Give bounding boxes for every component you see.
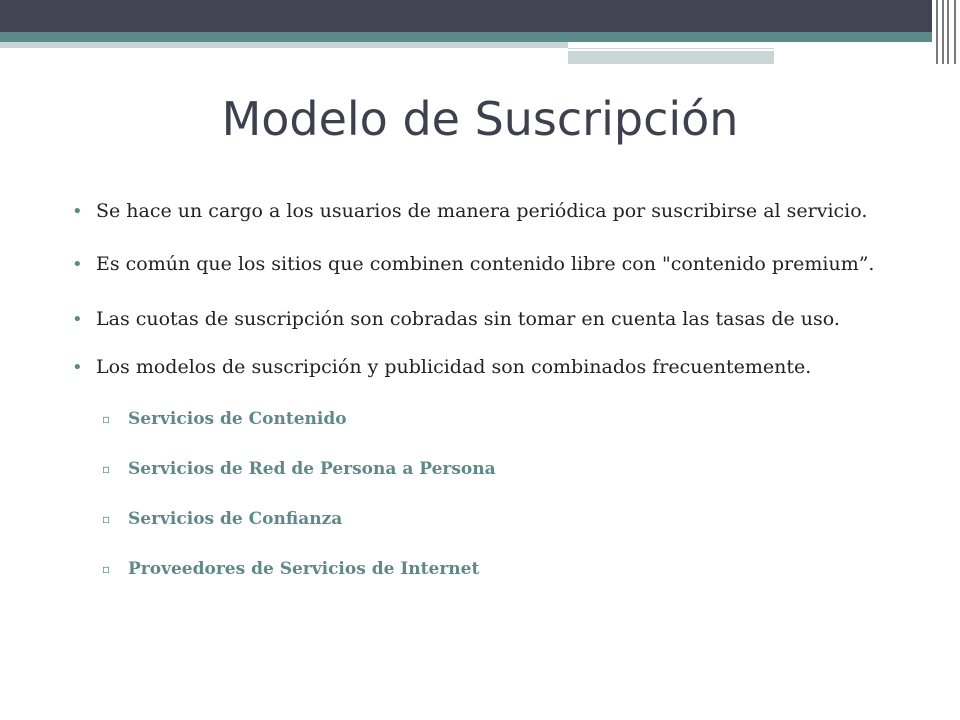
square-bullet-icon: ▫ (102, 462, 111, 476)
square-bullet-icon: ▫ (102, 412, 111, 426)
bullet-dot-icon: • (72, 357, 83, 378)
sub-bullet-item (72, 408, 904, 430)
header-right-stripes (932, 0, 960, 64)
bullet-dot-icon: • (72, 309, 83, 330)
bullet-item (72, 308, 904, 331)
header-white-line (568, 49, 888, 51)
sub-bullet-text: Proveedores de Servicios de Internet (128, 559, 480, 579)
sub-bullet-item (72, 558, 904, 580)
bullet-text: Las cuotas de suscripción son cobradas sin tomar en cuenta las tasas de uso. (96, 308, 840, 330)
sub-bullet-item (72, 458, 904, 480)
sub-bullet-text: Servicios de Red de Persona a Persona (128, 459, 496, 479)
bullet-text: Es común que los sitios que combinen contenido libre con "contenido premium”. (96, 253, 875, 275)
sub-bullet-text: Servicios de Contenido (128, 409, 347, 429)
sub-bullet-item (72, 508, 904, 530)
bullet-text: Los modelos de suscripción y publicidad son combinados frecuentemente. (96, 356, 812, 378)
header-teal-band (0, 32, 960, 42)
bullet-item (72, 200, 904, 223)
sub-bullet-text: Servicios de Confianza (128, 509, 343, 529)
header-dark-band (0, 0, 960, 32)
bullet-dot-icon: • (72, 201, 83, 222)
bullet-dot-icon: • (72, 254, 83, 275)
bullet-item (72, 356, 904, 379)
slide-title: Modelo de Suscripción (221, 92, 739, 146)
square-bullet-icon: ▫ (102, 512, 111, 526)
bullet-text: Se hace un cargo a los usuarios de manera periódica por suscribirse al servicio. (96, 200, 868, 222)
bullet-item (72, 253, 904, 276)
square-bullet-icon: ▫ (102, 562, 111, 576)
slide-body (72, 200, 904, 580)
header-light-band (0, 42, 568, 48)
